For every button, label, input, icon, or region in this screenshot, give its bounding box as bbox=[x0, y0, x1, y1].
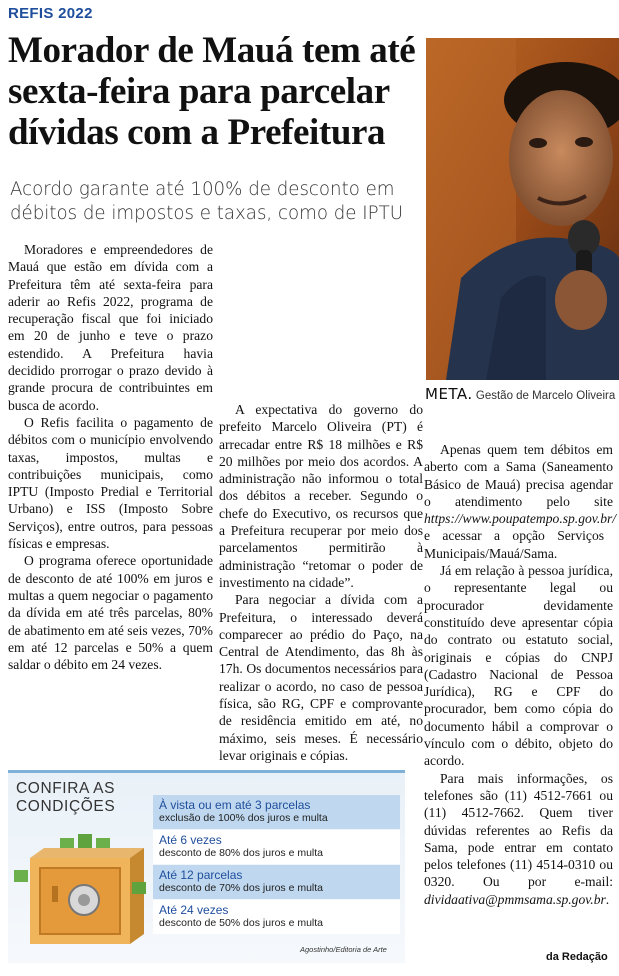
paragraph: A expectativa do governo do prefeito Marcelo Oliveira (PT) é arrecadar entre R$ 18 milhões e R$ 20 milhões por meio dos acordos. A administração não informou o total dos débitos a receber. Segundo o chefe do Executivo, os recursos que a Prefeitura recuperar por meio dos parcelamentos permitirão à administração “retomar o poder de investimento na cidade”. bbox=[219, 402, 423, 590]
paragraph: Já em relação à pessoa jurídica, o representante legal ou procurador devidamente constituído deve apresentar cópia do contrato ou estatuto social, originais e cópias do CNPJ (Cadastro Nacional de Pessoa Jurídica), RG e CPF do procurador, bem como cópia do documento hábil a comprovar o vínculo com o débito, objeto do acordo. bbox=[424, 563, 613, 769]
condition-option-4 bbox=[153, 900, 400, 934]
headline: Morador de Mauá tem até sexta-feira para parcelar dívidas com a Prefeitura bbox=[8, 30, 416, 153]
option-desc: desconto de 50% dos juros e multa bbox=[159, 917, 324, 929]
photo-caption bbox=[425, 385, 619, 403]
caption-text: Gestão de Marcelo Oliveira bbox=[475, 390, 616, 402]
safe-illustration bbox=[12, 830, 152, 948]
art-credit: Agostinho/Editoria de Arte bbox=[300, 945, 387, 954]
condition-option-1 bbox=[153, 795, 400, 829]
option-desc: desconto de 80% dos juros e multa bbox=[159, 847, 324, 859]
paragraph: O programa oferece oportunidade de desconto de até 100% em juros e multas a quem negociar o pagamento da dívida em até três parcelas, 80% de abatimento em até seis vezes, 70% em até 12 parcelas e 50% a quem saldar o débito em 24 vezes. bbox=[8, 553, 213, 673]
article-column-1 bbox=[8, 241, 213, 673]
option-desc: desconto de 70% dos juros e multa bbox=[159, 882, 324, 894]
paragraph: Para mais informações, os telefones são (11) 4512-7661 ou (11) 4512-7662. Quem tiver dúvidas referentes ao Refis da Sama, pode entrar em contato pelos telefones (11) 4514-0310 ou 0320. Ou por e-mail: dividaativa@pmmsama.sp.gov.br. bbox=[424, 770, 613, 907]
article-column-2 bbox=[219, 401, 423, 764]
article-column-3 bbox=[424, 441, 617, 908]
byline: da Redação bbox=[546, 951, 608, 963]
deck-subtitle: Acordo garante até 100% de desconto em débitos de impostos e taxas, como de IPTU bbox=[10, 179, 404, 224]
option-title: Até 24 vezes bbox=[159, 903, 229, 917]
email-link[interactable]: dividaativa@pmmsama.sp.gov.br bbox=[424, 891, 606, 907]
paragraph: Apenas quem tem débitos em aberto com a Sama (Saneamento Básico de Mauá) precisa agendar o atendimento pelo site https://www.poupatempo.sp.gov.br/ e acessar a opção Serviços Municipais/Mauá/Sama. bbox=[424, 442, 617, 561]
conditions-title: CONFIRA AS CONDIÇÕES bbox=[16, 780, 116, 815]
option-title: Até 6 vezes bbox=[159, 833, 222, 847]
poupatempo-link[interactable]: https://www.poupatempo.sp.gov.br/ bbox=[424, 511, 617, 527]
paragraph: Para negociar a dívida com a Prefeitura, o interessado deverá comparecer ao prédio do Paço, na Central de Atendimento, das 8h às 17h. Os documentos necessários para realizar o acordo, no caso de pessoa física, são RG, CPF e comprovante de residência emitido em até, no máximo, seis meses. É necessário levar originais e cópias. bbox=[219, 592, 423, 763]
article-photo bbox=[426, 38, 619, 380]
condition-option-3 bbox=[153, 865, 400, 899]
option-title: Até 12 parcelas bbox=[159, 868, 243, 882]
condition-option-2 bbox=[153, 830, 400, 864]
section-kicker: REFIS 2022 bbox=[8, 5, 93, 22]
option-title: À vista ou em até 3 parcelas bbox=[159, 798, 311, 812]
paragraph: O Refis facilita o pagamento de débitos com o município envolvendo taxas, impostos, multas e contribuições municipais, como IPTU (Imposto Predial e Territorial Urbano) e ISS (Imposto Sobre Serviços), entre outros, para pessoas físicas e empresas. bbox=[8, 414, 213, 552]
option-desc: exclusão de 100% dos juros e multa bbox=[159, 812, 328, 824]
paragraph: Moradores e empreendedores de Mauá que estão em dívida com a Prefeitura têm até sexta-feira para aderir ao Refis 2022, programa de recuperação fiscal que foi iniciado em 20 de junho e teve o prazo estendido. A Prefeitura havia decidido prorrogar o prazo devido à grande procura de contribuintes em busca de acordo. bbox=[8, 242, 213, 413]
caption-label: META. bbox=[425, 385, 473, 403]
